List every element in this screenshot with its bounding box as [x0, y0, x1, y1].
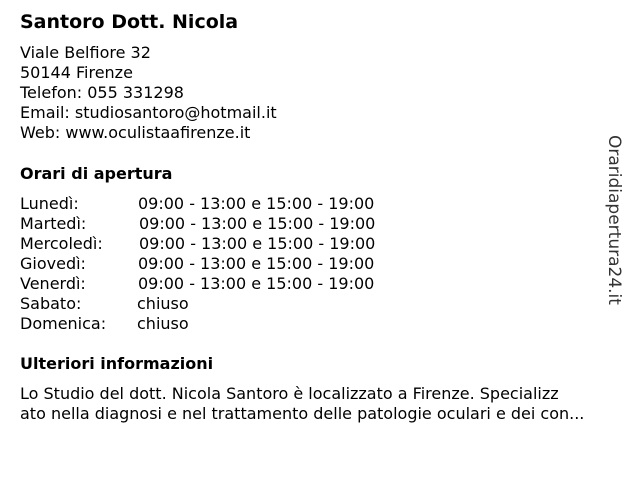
business-name: Santoro Dott. Nicola [20, 11, 239, 33]
time-value: chiuso [137, 314, 189, 333]
email-address: Email: studiosantoro@hotmail.it [20, 103, 277, 122]
day-label: Domenica: [20, 314, 107, 333]
contact-block [20, 43, 277, 143]
day-label: Venerdì: [20, 274, 86, 293]
website: Web: www.oculistaafirenze.it [20, 123, 251, 142]
hours-row-friday [20, 274, 440, 294]
hours-row-thursday [20, 254, 440, 274]
opening-hours-heading: Orari di apertura [20, 164, 173, 183]
hours-row-wednesday [20, 234, 440, 254]
time-value: chiuso [137, 294, 189, 313]
hours-row-tuesday [20, 214, 440, 234]
day-label: Martedì: [20, 214, 87, 233]
time-value: 09:00 - 13:00 e 15:00 - 19:00 [138, 254, 375, 273]
site-watermark: Oraridiapertura24.it [604, 135, 624, 305]
info-line: ato nella diagnosi e nel trattamento delle patologie oculari e dei con... [20, 404, 585, 423]
time-value: 09:00 - 13:00 e 15:00 - 19:00 [138, 274, 375, 293]
time-value: 09:00 - 13:00 e 15:00 - 19:00 [139, 234, 376, 253]
hours-row-saturday [20, 294, 440, 314]
additional-info-text [20, 384, 632, 424]
address-city: 50144 Firenze [20, 63, 133, 82]
hours-row-monday [20, 194, 440, 214]
day-label: Sabato: [20, 294, 82, 313]
time-value: 09:00 - 13:00 e 15:00 - 19:00 [139, 214, 376, 233]
day-label: Giovedì: [20, 254, 86, 273]
additional-info-heading: Ulteriori informazioni [20, 354, 214, 373]
address-street: Viale Belfiore 32 [20, 43, 151, 62]
opening-hours-table [20, 194, 440, 334]
hours-row-sunday [20, 314, 440, 334]
day-label: Mercoledì: [20, 234, 103, 253]
time-value: 09:00 - 13:00 e 15:00 - 19:00 [138, 194, 375, 213]
phone-number: Telefon: 055 331298 [20, 83, 184, 102]
info-line: Lo Studio del dott. Nicola Santoro è localizzato a Firenze. Specializz [20, 384, 559, 403]
day-label: Lunedì: [20, 194, 79, 213]
